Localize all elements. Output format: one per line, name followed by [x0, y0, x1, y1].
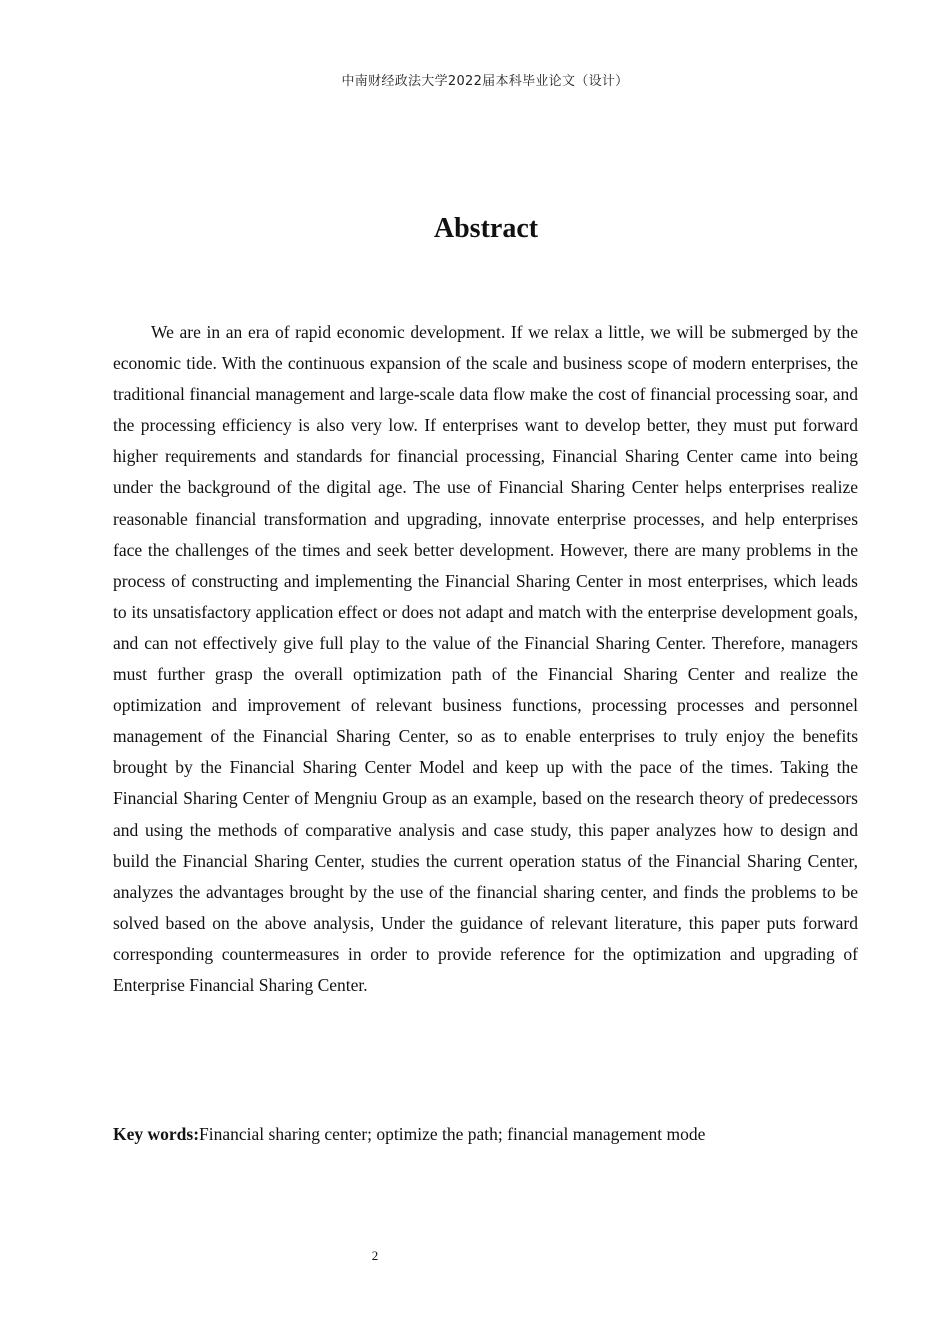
abstract-body: We are in an era of rapid economic development. If we relax a little, we will be submerged by the economic tide. With the continuous expansion of the scale and business scope of modern enterprises, the traditional financial management and large-scale data flow make the cost of financial processing soar, and the processing efficiency is also very low. If enterprises want to develop better, they must put forward higher requirements and standards for financial processing, Financial Sharing Center came into being under the background of the digital age. The use of Financial Sharing Center helps enterprises realize reasonable financial transformation and upgrading, innovate enterprise processes, and help enterprises face the challenges of the times and seek better development. However, there are many problems in the process of constructing and implementing the Financial Sharing Center in most enterprises, which leads to its unsatisfactory application effect or does not adapt and match with the enterprise development goals, and can not effectively give full play to the value of the Financial Sharing Center. Therefore, managers must further grasp the overall optimization path of the Financial Sharing Center and realize the optimization and improvement of relevant business functions, processing processes and personnel management of the Financial Sharing Center, so as to enable enterprises to truly enjoy the benefits brought by the Financial Sharing Center Model and keep up with the pace of the times. Taking the Financial Sharing Center of Mengniu Group as an example, based on the research theory of predecessors and using the methods of comparative analysis and case study, this paper analyzes how to design and build the Financial Sharing Center, studies the current operation status of the Financial Sharing Center, analyzes the advantages brought by the use of the financial sharing center, and finds the problems to be solved based on the above analysis, Under the guidance of relevant literature, this paper puts forward corresponding countermeasures in order to provide reference for the optimization and upgrading of Enterprise Financial Sharing Center.: [113, 322, 858, 995]
keywords-label: Key words:: [113, 1124, 200, 1144]
running-header: 中南财经政法大学2022届本科毕业论文（设计）: [341, 74, 629, 89]
keywords-text: Financial sharing center; optimize the path; financial management mode: [199, 1124, 706, 1144]
page-number: 2: [371, 1248, 379, 1263]
keywords: [113, 1120, 858, 1148]
page-title: Abstract: [433, 213, 539, 244]
